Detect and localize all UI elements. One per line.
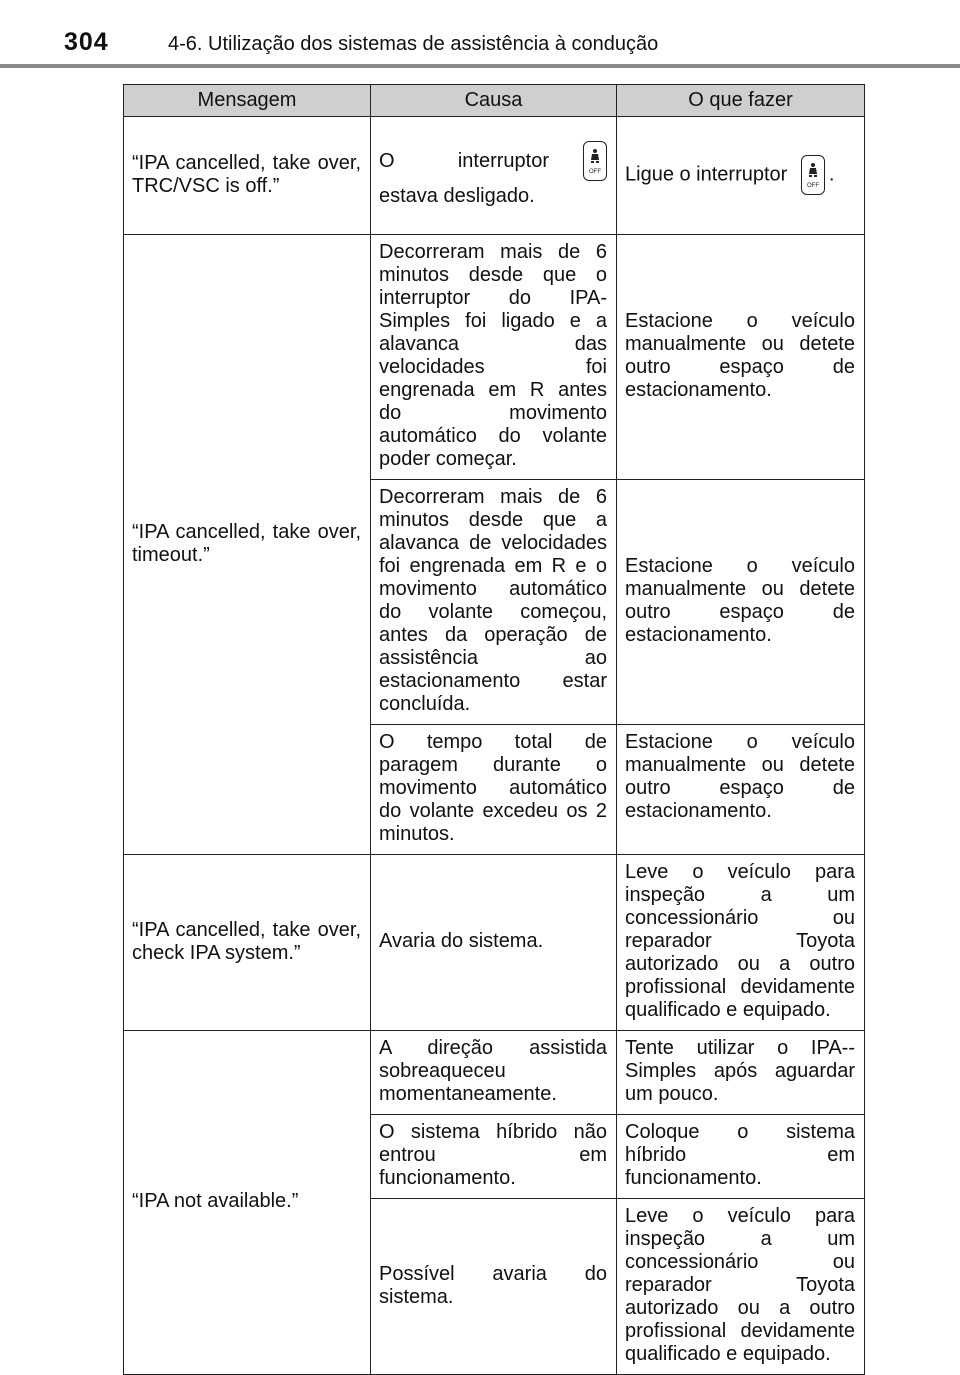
page-number: 304 (64, 28, 109, 56)
cause-cell (371, 1031, 617, 1115)
cause-text: Avaria do sistema. (379, 930, 544, 952)
ipa-switch-icon (801, 155, 825, 195)
cause-text: Decorreram mais de 6 minutos desde que o interruptor do IPA-Simples foi ligado e a alavanca das velocidades foi engrenada em R antes do movimento automático do volante poder começar. (379, 241, 607, 470)
action-cell (617, 855, 865, 1031)
action-text: Tente utilizar o IPA--Simples após aguardar um pouco. (625, 1037, 855, 1105)
column-header-cause: Causa (371, 85, 617, 117)
action-text: Leve o veículo para inspeção a um concessionário ou reparador Toyota autorizado ou a outro profissional devidamente qualificado e equipado. (625, 861, 855, 1021)
message-text: “IPA cancelled, take over, TRC/VSC is off.” (132, 151, 361, 197)
action-text: Coloque o sistema híbrido em funcionamento. (625, 1121, 855, 1189)
column-header-action: O que fazer (617, 85, 865, 117)
page-header (0, 0, 960, 72)
cause-text: O sistema híbrido não entrou em funcionamento. (379, 1121, 607, 1189)
ipa-switch-icon (583, 141, 607, 181)
table-header-row (124, 85, 865, 117)
message-cell (124, 1031, 371, 1375)
column-header-message: Mensagem (124, 85, 371, 117)
message-text: “IPA cancelled, take over, timeout.” (132, 520, 361, 566)
section-title: 4-6. Utilização dos sistemas de assistência à condução (168, 33, 659, 55)
action-text: Ligue o interruptor (625, 162, 788, 185)
action-text: Estacione o veículo manualmente ou detete outro espaço de estacionamento. (625, 310, 855, 401)
message-cell (124, 117, 371, 235)
action-text-end: . (828, 162, 835, 185)
cause-text: O tempo total de paragem durante o movimento automático do volante excedeu os 2 minutos. (379, 731, 607, 845)
cause-cell (371, 235, 617, 480)
table-row (124, 235, 865, 480)
header-divider (0, 64, 960, 68)
cause-cell (371, 1199, 617, 1375)
message-text: “IPA cancelled, take over, check IPA system.” (132, 918, 361, 964)
action-cell (617, 1115, 865, 1199)
message-cell (124, 235, 371, 855)
action-cell (617, 1199, 865, 1375)
cause-cell (371, 480, 617, 725)
action-cell (617, 725, 865, 855)
cause-cell (371, 725, 617, 855)
message-text: “IPA not available.” (132, 1190, 299, 1212)
svg-text:OFF: OFF (589, 169, 601, 175)
message-cell (124, 855, 371, 1031)
action-cell (617, 235, 865, 480)
action-text: Leve o veículo para inspeção a um concessionário ou reparador Toyota autorizado ou a outro profissional devidamente qualificado e equipado. (625, 1205, 855, 1365)
table-row (124, 1031, 865, 1115)
action-cell (617, 117, 865, 235)
cause-cell (371, 855, 617, 1031)
table-row (124, 855, 865, 1031)
svg-text:OFF: OFF (806, 182, 819, 189)
cause-text: Possível avaria do sistema. (379, 1262, 607, 1308)
cause-text: estava desligado. (379, 185, 535, 207)
action-text: Estacione o veículo manualmente ou detete outro espaço de estacionamento. (625, 731, 855, 822)
action-cell (617, 480, 865, 725)
action-cell (617, 1031, 865, 1115)
cause-text: Decorreram mais de 6 minutos desde que a alavanca de velocidades foi engrenada em R e o movimento automático do volante começou, antes da operação de assistência ao estacionamento estar concluída. (379, 486, 607, 715)
cause-switch-line (379, 141, 607, 181)
cause-text: O interruptor (379, 149, 549, 172)
cause-cell (371, 117, 617, 235)
action-text: Estacione o veículo manualmente ou detete outro espaço de estacionamento. (625, 555, 855, 646)
cause-cell (371, 1115, 617, 1199)
table-row (124, 117, 865, 235)
message-table (123, 84, 865, 1375)
cause-text: A direção assistida sobreaqueceu momentaneamente. (379, 1037, 607, 1105)
